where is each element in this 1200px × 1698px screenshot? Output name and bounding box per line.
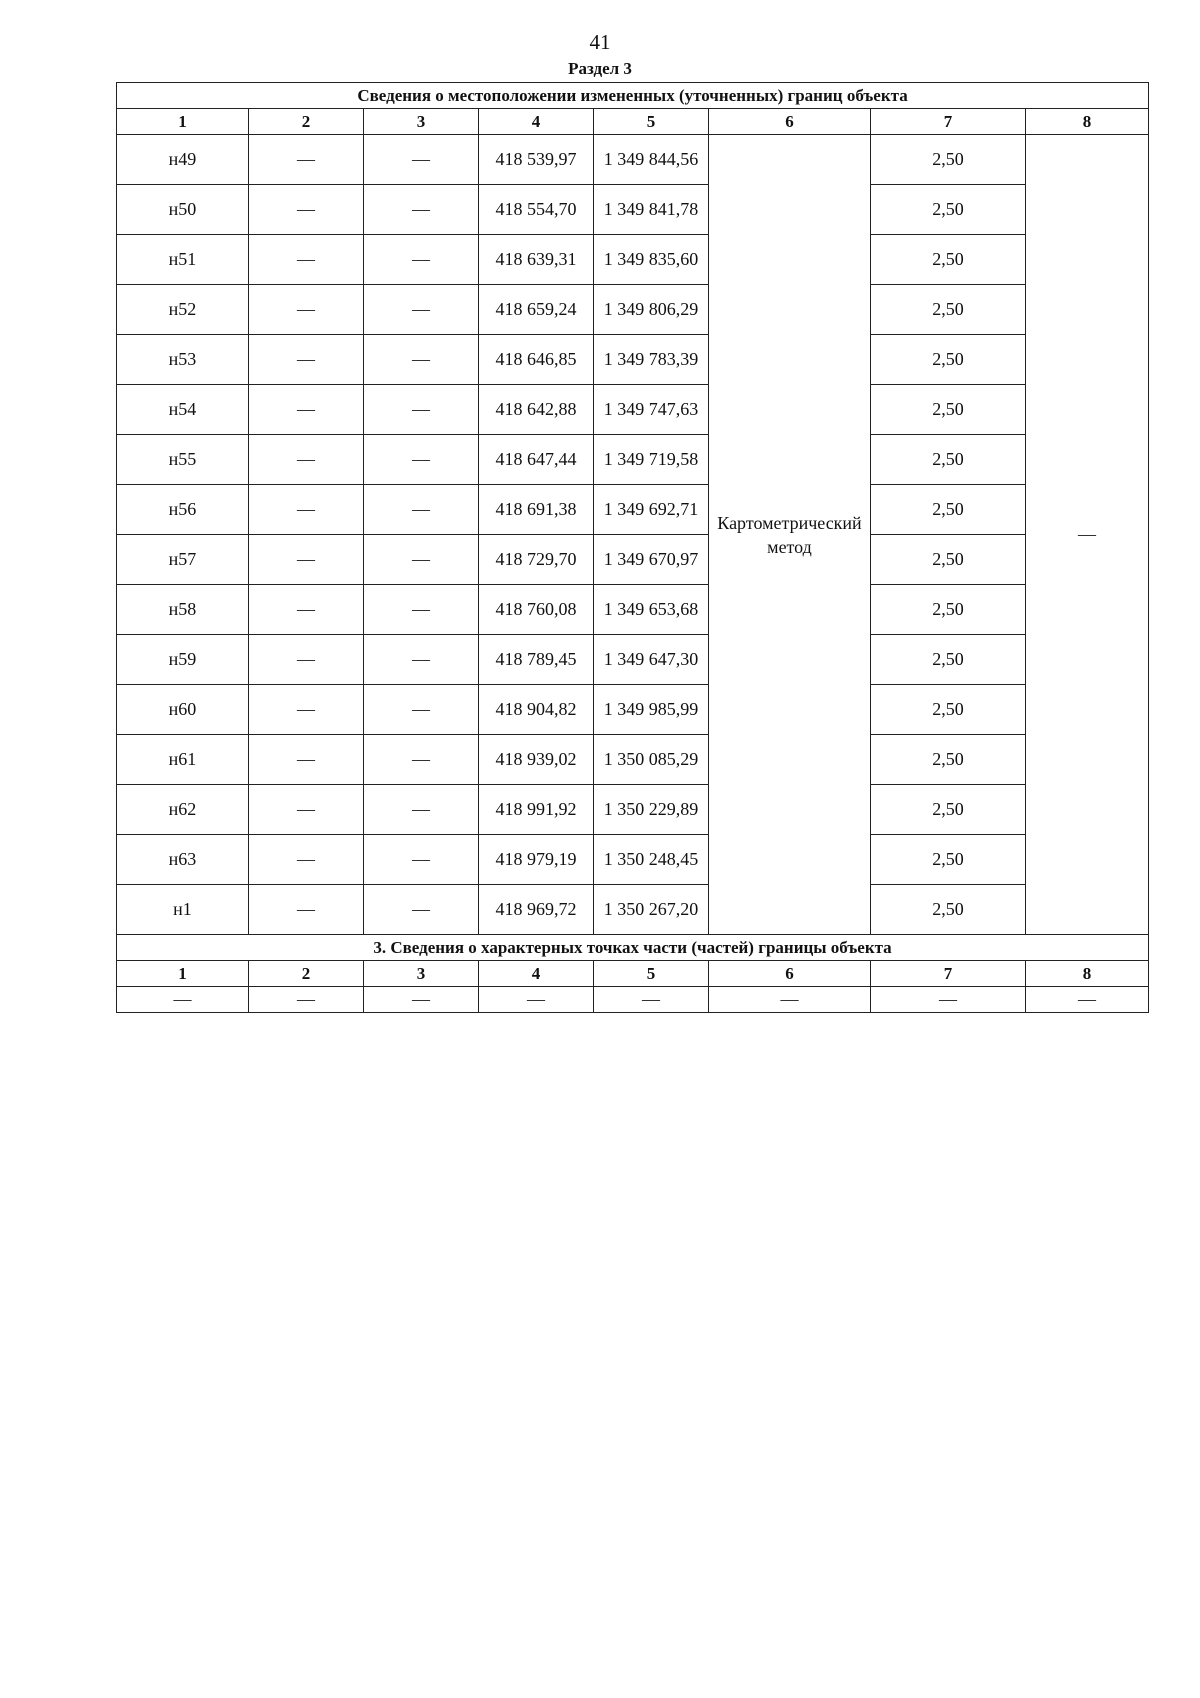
- table-row: [117, 635, 1149, 685]
- table-cell: —: [479, 987, 594, 1013]
- point-name-cell: н52: [117, 285, 249, 335]
- table-row: [117, 585, 1149, 635]
- table-cell: —: [249, 435, 364, 485]
- table-cell: —: [364, 135, 479, 185]
- table-cell: —: [364, 535, 479, 585]
- column-number: 8: [1026, 109, 1149, 135]
- point-name-cell: н56: [117, 485, 249, 535]
- table-cell: —: [249, 735, 364, 785]
- table-row: [117, 785, 1149, 835]
- column-number: 2: [249, 961, 364, 987]
- table-cell: —: [364, 987, 479, 1013]
- table-cell: —: [1026, 987, 1149, 1013]
- point-name-cell: н1: [117, 885, 249, 935]
- table-row: [117, 685, 1149, 735]
- y-coordinate-cell: 1 349 806,29: [594, 285, 709, 335]
- column-number: 5: [594, 109, 709, 135]
- y-coordinate-cell: 1 349 719,58: [594, 435, 709, 485]
- point-name-cell: н49: [117, 135, 249, 185]
- column-number-row: [117, 109, 1149, 135]
- table-caption: Сведения о местоположении измененных (уточненных) границ объекта: [117, 83, 1149, 109]
- point-name-cell: н53: [117, 335, 249, 385]
- point-name-cell: н60: [117, 685, 249, 735]
- accuracy-cell: 2,50: [871, 235, 1026, 285]
- table-cell: —: [364, 785, 479, 835]
- table-cell: —: [249, 987, 364, 1013]
- table-cell: —: [364, 435, 479, 485]
- table-cell: —: [594, 987, 709, 1013]
- table-cell: —: [249, 285, 364, 335]
- table-cell: —: [249, 335, 364, 385]
- table-row: [117, 285, 1149, 335]
- point-name-cell: н50: [117, 185, 249, 235]
- column-number: 3: [364, 961, 479, 987]
- point-name-cell: н63: [117, 835, 249, 885]
- x-coordinate-cell: 418 554,70: [479, 185, 594, 235]
- accuracy-cell: 2,50: [871, 185, 1026, 235]
- y-coordinate-cell: 1 349 647,30: [594, 635, 709, 685]
- table-cell: —: [364, 285, 479, 335]
- accuracy-cell: 2,50: [871, 785, 1026, 835]
- table-cell: —: [249, 585, 364, 635]
- y-coordinate-cell: 1 349 835,60: [594, 235, 709, 285]
- accuracy-cell: 2,50: [871, 835, 1026, 885]
- table-cell: —: [249, 685, 364, 735]
- table-cell: —: [249, 885, 364, 935]
- table-cell: —: [249, 135, 364, 185]
- x-coordinate-cell: 418 647,44: [479, 435, 594, 485]
- point-name-cell: н54: [117, 385, 249, 435]
- accuracy-cell: 2,50: [871, 735, 1026, 785]
- page-number: 41: [589, 30, 611, 54]
- point-name-cell: н51: [117, 235, 249, 285]
- column-8-cell: —: [1026, 135, 1149, 935]
- boundary-points-table: [116, 82, 1149, 1013]
- y-coordinate-cell: 1 349 783,39: [594, 335, 709, 385]
- table-cell: —: [249, 785, 364, 835]
- table-cell: —: [364, 235, 479, 285]
- table-cell: —: [364, 735, 479, 785]
- parts-column-number-row: [117, 961, 1149, 987]
- table-cell: —: [117, 987, 249, 1013]
- x-coordinate-cell: 418 969,72: [479, 885, 594, 935]
- table-row: [117, 735, 1149, 785]
- table-cell: —: [249, 385, 364, 435]
- x-coordinate-cell: 418 991,92: [479, 785, 594, 835]
- table-cell: —: [364, 835, 479, 885]
- accuracy-cell: 2,50: [871, 285, 1026, 335]
- column-number: 5: [594, 961, 709, 987]
- table-cell: —: [364, 385, 479, 435]
- y-coordinate-cell: 1 349 844,56: [594, 135, 709, 185]
- x-coordinate-cell: 418 729,70: [479, 535, 594, 585]
- accuracy-cell: 2,50: [871, 535, 1026, 585]
- point-name-cell: н57: [117, 535, 249, 585]
- table-row: [117, 235, 1149, 285]
- table-row: [117, 185, 1149, 235]
- parts-caption-row: [117, 935, 1149, 961]
- accuracy-cell: 2,50: [871, 685, 1026, 735]
- y-coordinate-cell: 1 349 747,63: [594, 385, 709, 435]
- x-coordinate-cell: 418 939,02: [479, 735, 594, 785]
- column-number: 1: [117, 109, 249, 135]
- accuracy-cell: 2,50: [871, 335, 1026, 385]
- x-coordinate-cell: 418 659,24: [479, 285, 594, 335]
- table-cell: —: [364, 585, 479, 635]
- point-name-cell: н61: [117, 735, 249, 785]
- accuracy-cell: 2,50: [871, 135, 1026, 185]
- x-coordinate-cell: 418 539,97: [479, 135, 594, 185]
- table-cell: —: [249, 835, 364, 885]
- table-cell: —: [249, 485, 364, 535]
- x-coordinate-cell: 418 904,82: [479, 685, 594, 735]
- accuracy-cell: 2,50: [871, 585, 1026, 635]
- table-row: [117, 385, 1149, 435]
- x-coordinate-cell: 418 979,19: [479, 835, 594, 885]
- table-row: [117, 435, 1149, 485]
- accuracy-cell: 2,50: [871, 635, 1026, 685]
- accuracy-cell: 2,50: [871, 435, 1026, 485]
- x-coordinate-cell: 418 691,38: [479, 485, 594, 535]
- column-number: 4: [479, 109, 594, 135]
- point-name-cell: н59: [117, 635, 249, 685]
- parts-caption: 3. Сведения о характерных точках части (частей) границы объекта: [117, 935, 1149, 961]
- column-number: 4: [479, 961, 594, 987]
- x-coordinate-cell: 418 789,45: [479, 635, 594, 685]
- y-coordinate-cell: 1 349 692,71: [594, 485, 709, 535]
- table-cell: —: [709, 987, 871, 1013]
- point-name-cell: н58: [117, 585, 249, 635]
- accuracy-cell: 2,50: [871, 885, 1026, 935]
- y-coordinate-cell: 1 349 985,99: [594, 685, 709, 735]
- column-number: 3: [364, 109, 479, 135]
- table-cell: —: [249, 235, 364, 285]
- parts-empty-row: [117, 987, 1149, 1013]
- table-cell: —: [364, 335, 479, 385]
- table-cell: —: [364, 185, 479, 235]
- x-coordinate-cell: 418 760,08: [479, 585, 594, 635]
- y-coordinate-cell: 1 350 267,20: [594, 885, 709, 935]
- y-coordinate-cell: 1 350 085,29: [594, 735, 709, 785]
- point-name-cell: н62: [117, 785, 249, 835]
- column-number: 7: [871, 961, 1026, 987]
- table-cell: —: [364, 635, 479, 685]
- x-coordinate-cell: 418 646,85: [479, 335, 594, 385]
- accuracy-cell: 2,50: [871, 385, 1026, 435]
- point-name-cell: н55: [117, 435, 249, 485]
- y-coordinate-cell: 1 349 841,78: [594, 185, 709, 235]
- y-coordinate-cell: 1 350 248,45: [594, 835, 709, 885]
- y-coordinate-cell: 1 349 653,68: [594, 585, 709, 635]
- table-cell: —: [364, 885, 479, 935]
- table-row: [117, 335, 1149, 385]
- table-row: [117, 485, 1149, 535]
- method-cell: Картометрический метод: [709, 135, 871, 935]
- table-row: [117, 835, 1149, 885]
- x-coordinate-cell: 418 642,88: [479, 385, 594, 435]
- table-cell: —: [249, 185, 364, 235]
- column-number: 2: [249, 109, 364, 135]
- column-number: 6: [709, 961, 871, 987]
- table-cell: —: [364, 485, 479, 535]
- table-row: [117, 885, 1149, 935]
- column-number: 1: [117, 961, 249, 987]
- table-row: [117, 135, 1149, 185]
- y-coordinate-cell: 1 350 229,89: [594, 785, 709, 835]
- column-number: 6: [709, 109, 871, 135]
- table-cell: —: [249, 535, 364, 585]
- table-row: [117, 535, 1149, 585]
- table-body: [117, 83, 1149, 1013]
- table-cell: —: [364, 685, 479, 735]
- table-cell: —: [871, 987, 1026, 1013]
- section-title: Раздел 3: [568, 59, 632, 78]
- accuracy-cell: 2,50: [871, 485, 1026, 535]
- column-number: 7: [871, 109, 1026, 135]
- x-coordinate-cell: 418 639,31: [479, 235, 594, 285]
- table-cell: —: [249, 635, 364, 685]
- table-caption-row: [117, 83, 1149, 109]
- y-coordinate-cell: 1 349 670,97: [594, 535, 709, 585]
- column-number: 8: [1026, 961, 1149, 987]
